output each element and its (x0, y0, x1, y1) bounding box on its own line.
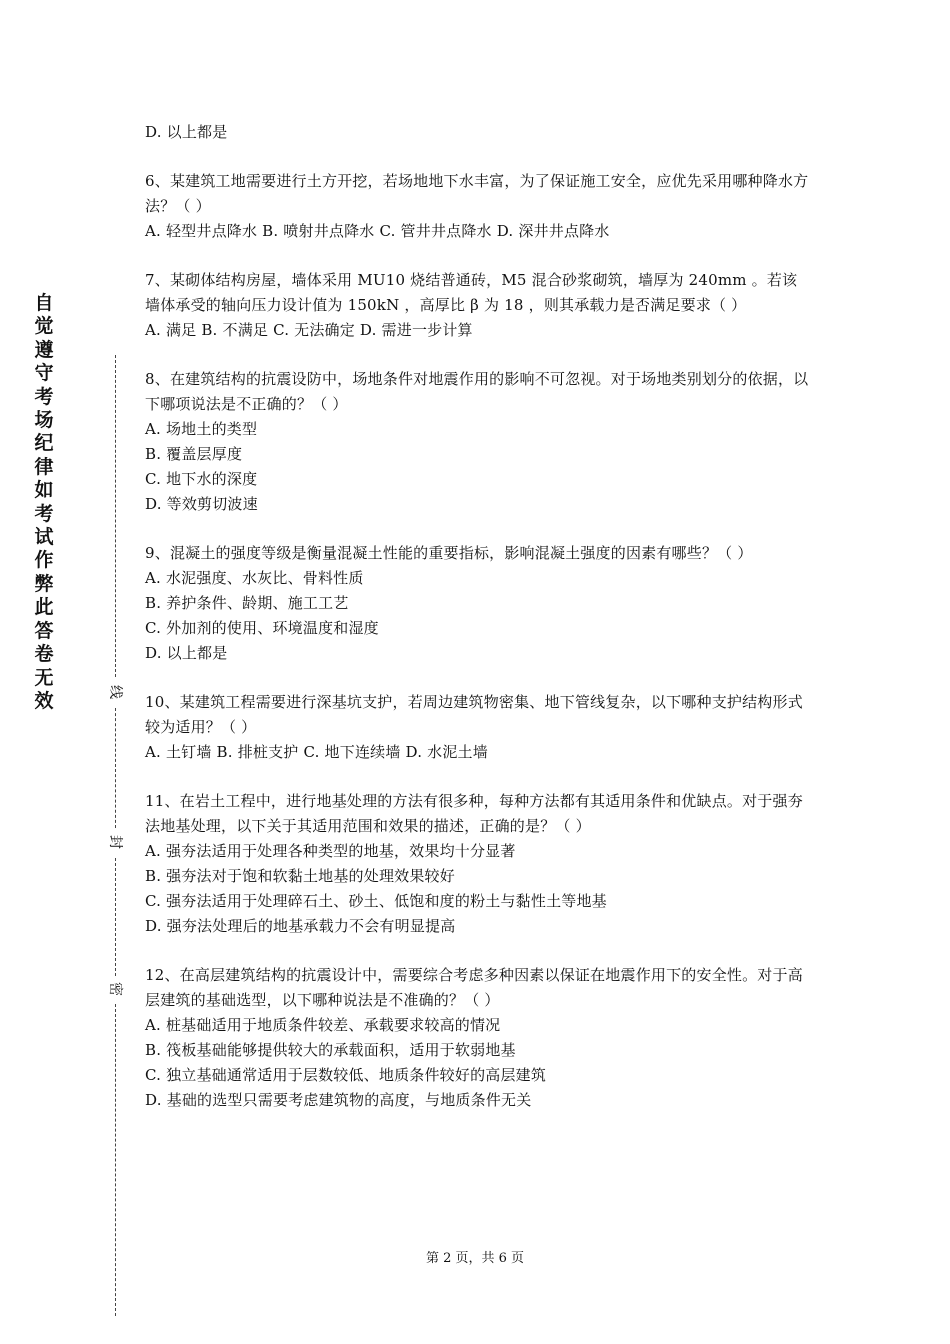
seal-dashed-line (115, 858, 116, 976)
question-block (145, 541, 810, 666)
page-number: 第 2 页，共 6 页 (425, 1251, 525, 1266)
answer-option: A. 满足 B. 不满足 C. 无法确定 D. 需进一步计算 (145, 321, 473, 339)
answer-option: C. 外加剂的使用、环境温度和湿度 (145, 619, 379, 637)
previous-question-option: D. 以上都是 (145, 123, 228, 141)
answer-option: B. 覆盖层厚度 (145, 445, 243, 463)
answer-option: A. 桩基础适用于地质条件较差、承载要求较高的情况 (145, 1016, 501, 1034)
seal-label-secret: 密 (107, 982, 123, 996)
question-text: 6、某建筑工地需要进行土方开挖，若场地地下水丰富，为了保证施工安全，应优先采用哪种降水方法？（ ） (145, 172, 809, 215)
answer-option: A. 水泥强度、水灰比、骨料性质 (145, 569, 364, 587)
seal-dashed-line (115, 355, 116, 677)
question-text: 8、在建筑结构的抗震设防中，场地条件对地震作用的影响不可忽视。对于场地类别划分的依据，以下哪项说法是不正确的？（ ） (145, 370, 809, 413)
question-block (145, 789, 810, 939)
answer-option: D. 强夯法处理后的地基承载力不会有明显提高 (145, 917, 456, 935)
question-block (145, 367, 810, 517)
seal-label-line: 线 (107, 685, 123, 699)
answer-option: D. 基础的选型只需要考虑建筑物的高度，与地质条件无关 (145, 1091, 532, 1109)
question-block (145, 169, 810, 244)
question-text: 11、在岩土工程中，进行地基处理的方法有很多种，每种方法都有其适用条件和优缺点。对于强夯法地基处理，以下关于其适用范围和效果的描述，正确的是？（ ） (145, 792, 803, 835)
answer-option: B. 养护条件、龄期、施工工艺 (145, 594, 349, 612)
question-text: 10、某建筑工程需要进行深基坑支护，若周边建筑物密集、地下管线复杂，以下哪种支护结构形式较为适用？（ ） (145, 693, 803, 736)
answer-option: B. 筏板基础能够提供较大的承载面积，适用于软弱地基 (145, 1041, 516, 1059)
question-block (145, 963, 810, 1113)
question-text: 7、某砌体结构房屋，墙体采用 MU10 烧结普通砖，M5 混合砂浆砌筑，墙厚为 240mm 。若该墙体承受的轴向压力设计值为 150kN ，高厚比 β 为 18 ，则其承载力是否满足要求（ ） (145, 271, 798, 314)
question-block (145, 268, 810, 343)
answer-option: D. 等效剪切波速 (145, 495, 258, 513)
answer-option: A. 强夯法适用于处理各种类型的地基，效果均十分显著 (145, 842, 516, 860)
answer-option: A. 轻型井点降水 B. 喷射井点降水 C. 管井井点降水 D. 深井井点降水 (145, 222, 610, 240)
answer-option: B. 强夯法对于饱和软黏土地基的处理效果较好 (145, 867, 455, 885)
exam-rules-notice: 自觉遵守考场纪律如考试作弊此答卷无效 (34, 292, 54, 712)
question-text: 9、混凝土的强度等级是衡量混凝土性能的重要指标，影响混凝土强度的因素有哪些？（ ） (145, 544, 753, 562)
answer-option: A. 土钉墙 B. 排桩支护 C. 地下连续墙 D. 水泥土墙 (145, 743, 488, 761)
answer-option: A. 场地土的类型 (145, 420, 258, 438)
answer-option: D. 以上都是 (145, 644, 228, 662)
question-block (145, 690, 810, 765)
answer-option: C. 独立基础通常适用于层数较低、地质条件较好的高层建筑 (145, 1066, 547, 1084)
answer-option: C. 强夯法适用于处理碎石土、砂土、低饱和度的粉土与黏性土等地基 (145, 892, 607, 910)
seal-label-seal: 封 (107, 835, 123, 849)
question-text: 12、在高层建筑结构的抗震设计中，需要综合考虑多种因素以保证在地震作用下的安全性。对于高层建筑的基础选型，以下哪种说法是不准确的？（ ） (145, 966, 803, 1009)
question-list (145, 120, 810, 1137)
seal-dashed-line (115, 1004, 116, 1316)
seal-dashed-line (115, 708, 116, 828)
answer-option: C. 地下水的深度 (145, 470, 258, 488)
